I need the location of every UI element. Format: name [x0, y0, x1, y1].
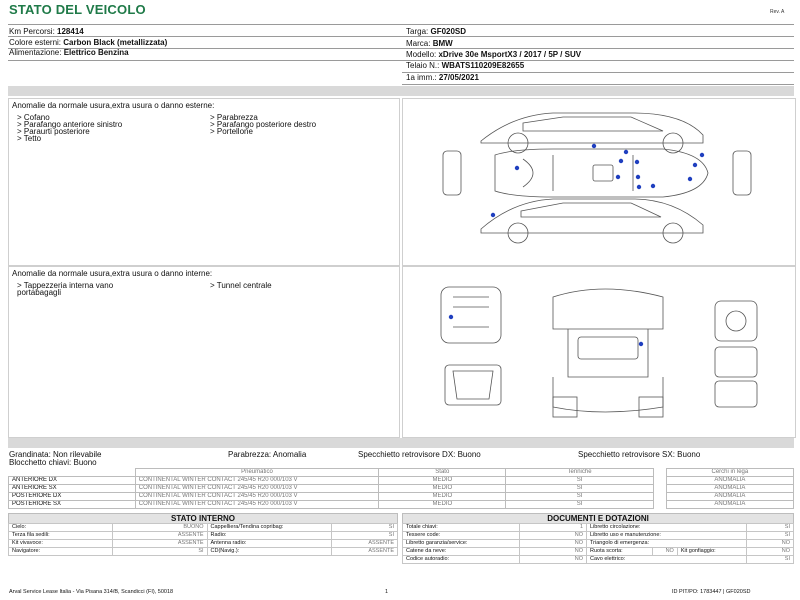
table-row	[403, 532, 794, 540]
kv-label: Cavo elettrico:	[587, 556, 747, 564]
kv-value: SI	[747, 524, 794, 532]
list-item: > Cofano	[17, 113, 50, 122]
tyre-state: MEDIO	[379, 485, 506, 493]
registration-label: 1a imm.:	[406, 73, 437, 82]
rim-state: ANOMALIA	[666, 485, 793, 493]
km-label: Km Percorsi:	[9, 27, 55, 36]
kv-value: 1	[520, 524, 587, 532]
kv-label: Cappelliera/Tendina copribag:	[207, 524, 332, 532]
kv-value: SI	[747, 556, 794, 564]
tyre-position: ANTERIORE SX	[9, 485, 136, 493]
tyre-state: MEDIO	[379, 501, 506, 509]
table-row	[9, 485, 794, 493]
kv-label: Kit gonfiaggio:	[677, 548, 746, 556]
list-item: > Tunnel centrale	[210, 281, 272, 290]
km-value: 128414	[57, 27, 84, 36]
tyre-model: CONTINENTAL WINTER CONTACT 245/45 R20 000/103 V	[135, 477, 378, 485]
table-row	[9, 540, 398, 548]
list-item: > Paraurti posteriore	[17, 127, 90, 136]
rim-state: ANOMALIA	[666, 477, 793, 485]
internal-damage-list-left	[17, 282, 113, 296]
kv-label: Tessere code:	[403, 532, 520, 540]
table-row	[9, 477, 794, 485]
section-separator	[8, 438, 794, 448]
internal-damage-list-right	[210, 282, 272, 289]
fuel-value: Elettrico Benzina	[63, 48, 129, 57]
kv-label: Libretto circolazione:	[587, 524, 747, 532]
tyre-position: ANTERIORE DX	[9, 477, 136, 485]
table-row	[9, 524, 398, 532]
brand-value: BMW	[432, 39, 453, 48]
list-item: > Parabrezza	[210, 113, 258, 122]
kv-value: SI	[113, 548, 207, 556]
kv-label: Triangolo di emergenza:	[587, 540, 747, 548]
model-value: xDrive 30e MsportX3 / 2017 / 5P / SUV	[438, 50, 582, 59]
kv-label: Libretto uso e manutenzione:	[587, 532, 747, 540]
kv-label: Totale chiavi:	[403, 524, 520, 532]
list-item: > Tetto	[17, 134, 42, 143]
footer-company: Arval Service Lease Italia - Via Pisana 314/B, Scandicci (FI), 50018	[9, 589, 174, 595]
internal-damage-heading: Anomalie da normale usura,extra usura o danno interne:	[12, 269, 213, 278]
table-row	[403, 556, 794, 564]
kv-value: ASSENTE	[332, 540, 398, 548]
car-exterior-diagram	[403, 99, 795, 265]
fuel-row	[9, 47, 129, 59]
list-item: > Tappezzeria interna vano	[17, 281, 114, 290]
plate-value: GF020SD	[430, 27, 467, 36]
plate-label: Targa:	[406, 27, 429, 36]
kv-value: ASSENTE	[113, 532, 207, 540]
internal-state-title: STATO INTERNO	[8, 513, 398, 524]
footer-document-id: ID PIT/PO: 1783447 | GF020SD	[672, 589, 751, 595]
list-item: > Parafango posteriore destro	[210, 120, 317, 129]
list-item: portabagagli	[17, 288, 62, 297]
kv-value: BUONO	[113, 524, 207, 532]
color-value: Carbon Black (metallizzata)	[63, 38, 168, 47]
kv-value: NO	[520, 556, 587, 564]
kv-label: Navigatore:	[9, 548, 113, 556]
tyre-position: POSTERIORE DX	[9, 493, 136, 501]
state-column-header: Stato	[379, 469, 506, 477]
table-row	[9, 548, 398, 556]
chassis-label: Telaio N.:	[406, 61, 440, 70]
kv-label: Cielo:	[9, 524, 113, 532]
table-row	[9, 493, 794, 501]
chassis-value: WBATS110209E82655	[441, 61, 525, 70]
tyre-model: CONTINENTAL WINTER CONTACT 245/45 R20 000/103 V	[135, 501, 378, 509]
kv-label: CD(Navig.):	[207, 548, 332, 556]
external-damage-list-left	[17, 114, 122, 142]
internal-damage-panel	[8, 266, 400, 438]
kv-label: Terza fila sedili:	[9, 532, 113, 540]
external-damage-panel	[8, 98, 400, 266]
kv-value: ASSENTE	[332, 548, 398, 556]
internal-diagram-panel	[402, 266, 796, 438]
table-row	[9, 532, 398, 540]
kv-value: NO	[520, 548, 587, 556]
brand-label: Marca:	[406, 39, 431, 48]
kv-label: Ruota scorta:	[587, 548, 653, 556]
kv-value: NO	[747, 540, 794, 548]
page-title: STATO DEL VEICOLO	[9, 2, 146, 17]
table-row	[403, 548, 794, 556]
kv-label: Catene da neve:	[403, 548, 520, 556]
kv-label: Radio:	[207, 532, 332, 540]
rim-state: ANOMALIA	[666, 493, 793, 501]
documents-title: DOCUMENTI E DOTAZIONI	[402, 513, 794, 524]
tyre-model: CONTINENTAL WINTER CONTACT 245/45 R20 000/103 V	[135, 485, 378, 493]
registration-value: 27/05/2021	[438, 73, 479, 82]
kv-label: Codice autoradio:	[403, 556, 520, 564]
documents-table	[402, 523, 794, 564]
kv-label: Kit vivavoce:	[9, 540, 113, 548]
kv-label: Antenna radio:	[207, 540, 332, 548]
table-header-row	[9, 469, 794, 477]
car-interior-diagram	[403, 267, 795, 437]
kv-value: SI	[332, 532, 398, 540]
tyre-column-header: Pneumatico	[135, 469, 378, 477]
table-row	[403, 524, 794, 532]
tyre-tech: SI	[506, 501, 653, 509]
tyre-tech: SI	[506, 493, 653, 501]
tyres-table	[8, 468, 794, 509]
footer-page-number: 1	[385, 589, 389, 595]
kv-value: SI	[332, 524, 398, 532]
tyre-model: CONTINENTAL WINTER CONTACT 245/45 R20 000/103 V	[135, 493, 378, 501]
tyre-state: MEDIO	[379, 477, 506, 485]
parabrezza-status: Parabrezza: Anomalia	[228, 450, 307, 459]
kv-value: SI	[747, 532, 794, 540]
revision-label: Rev. A	[770, 9, 785, 15]
section-separator	[8, 86, 794, 96]
mirror-sx-status: Specchietto retrovisore SX: Buono	[578, 450, 701, 459]
chassis-row	[406, 60, 524, 72]
fuel-label: Alimentazione:	[9, 48, 62, 57]
key-block-status: Blocchetto chiavi: Buono	[9, 458, 97, 467]
grandinata-status: Grandinata: Non rilevabile	[9, 450, 102, 459]
kv-value: NO	[747, 548, 794, 556]
kv-label: Libretto garanzia/service:	[403, 540, 520, 548]
internal-state-table	[8, 523, 398, 556]
kv-value: ASSENTE	[113, 540, 207, 548]
kv-value: NO	[520, 532, 587, 540]
tyre-tech: SI	[506, 485, 653, 493]
table-row	[9, 501, 794, 509]
external-diagram-panel	[402, 98, 796, 266]
registration-row	[406, 72, 479, 84]
rims-column-header: Cerchi in lega	[666, 469, 793, 477]
rim-state: ANOMALIA	[666, 501, 793, 509]
kv-value: NO	[520, 540, 587, 548]
tyre-state: MEDIO	[379, 493, 506, 501]
list-item: > Portellone	[210, 127, 253, 136]
external-damage-list-right	[210, 114, 316, 135]
tyre-tech: SI	[506, 477, 653, 485]
external-damage-heading: Anomalie da normale usura,extra usura o danno esterne:	[12, 101, 215, 110]
color-label: Colore esterni:	[9, 38, 62, 47]
kv-value: NO	[652, 548, 677, 556]
table-row	[403, 540, 794, 548]
tyre-position: POSTERIORE SX	[9, 501, 136, 509]
mirror-dx-status: Specchietto retrovisore DX: Buono	[358, 450, 481, 459]
list-item: > Parafango anteriore sinistro	[17, 120, 123, 129]
model-label: Modello:	[406, 50, 437, 59]
tech-column-header: Tenniche	[506, 469, 653, 477]
